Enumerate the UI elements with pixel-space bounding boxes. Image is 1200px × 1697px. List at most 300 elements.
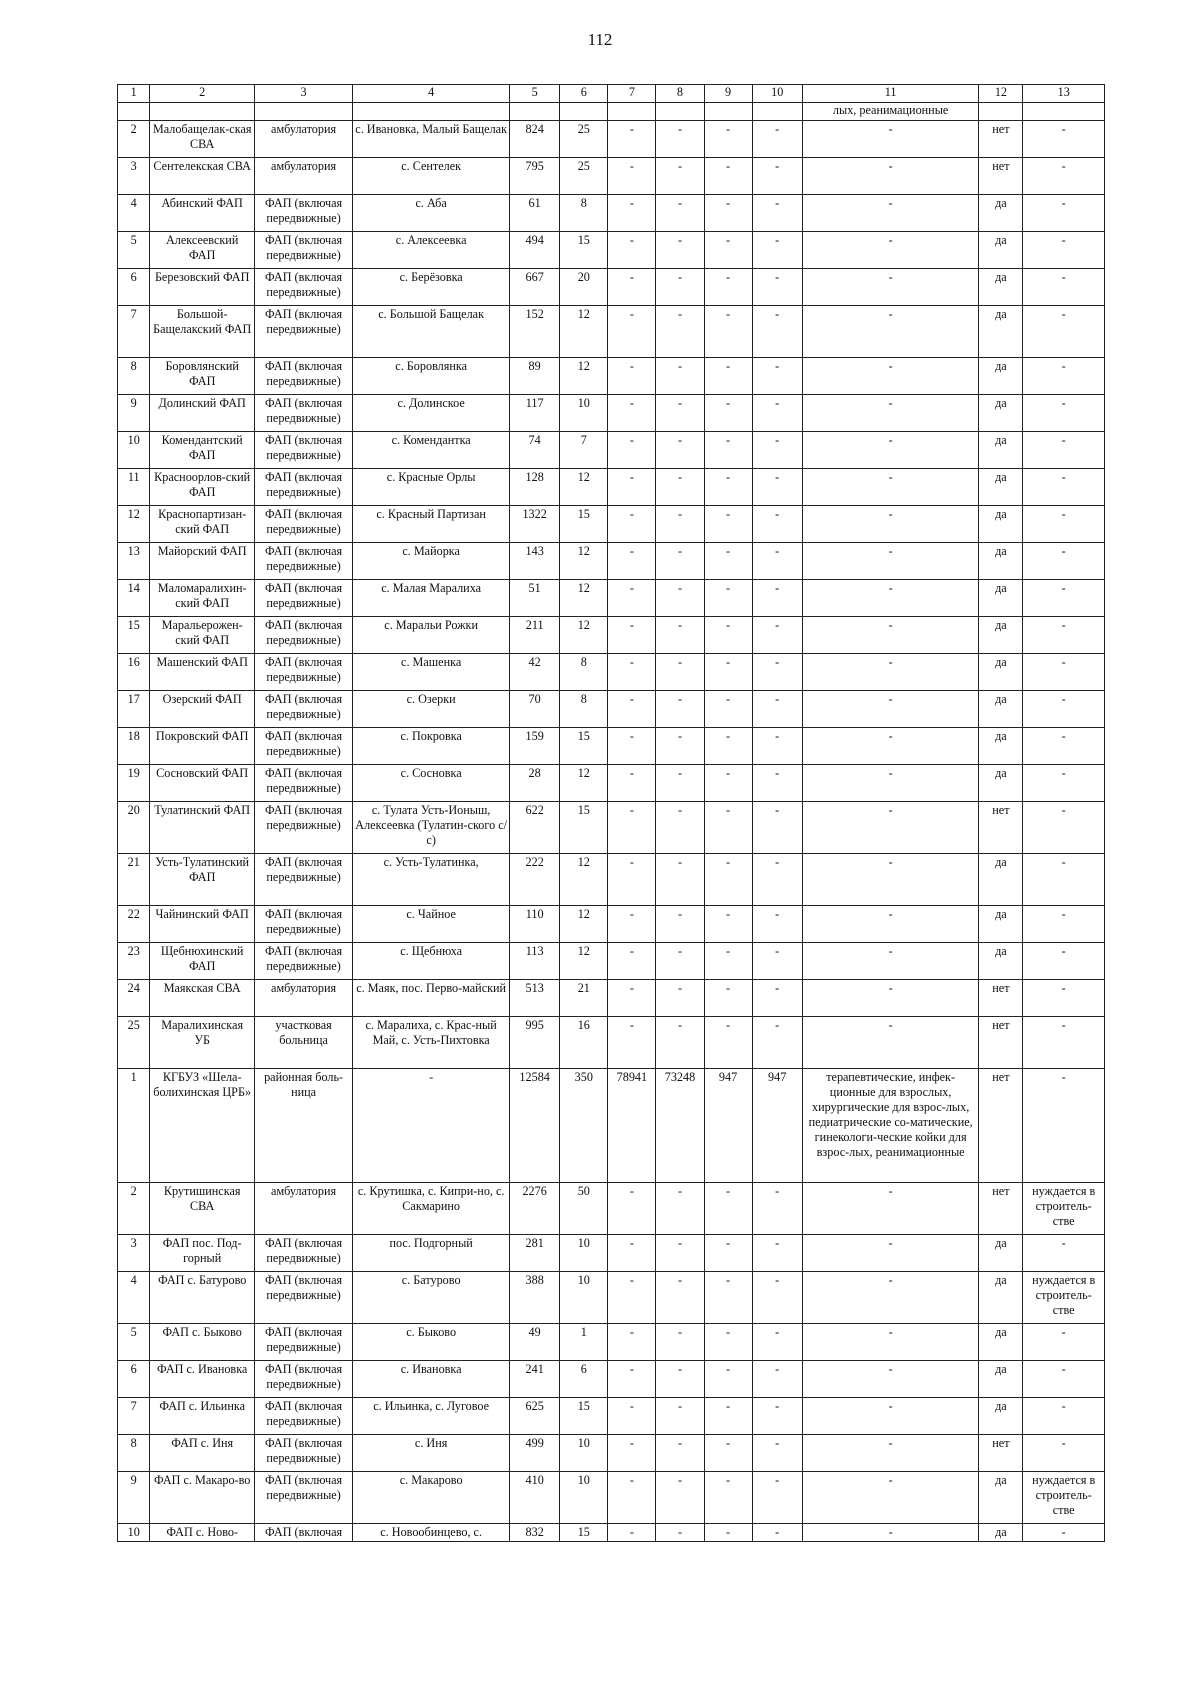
beds-cell: 12 <box>560 580 608 617</box>
population-cell: 832 <box>510 1524 560 1542</box>
col-8-cell: - <box>656 728 704 765</box>
col-7-cell: - <box>608 691 656 728</box>
col-13-cell: нуждается в строитель-стве <box>1023 1272 1105 1324</box>
col-9-cell: - <box>704 232 752 269</box>
row-number-cell: 6 <box>118 269 150 306</box>
facility-name-cell: ФАП с. Быково <box>150 1324 255 1361</box>
facility-type-cell: ФАП (включая передвижные) <box>254 469 352 506</box>
col-7-cell: - <box>608 1472 656 1524</box>
population-cell: 42 <box>510 654 560 691</box>
col-7-cell: - <box>608 728 656 765</box>
row-number-cell: 10 <box>118 432 150 469</box>
col-7-cell: - <box>608 269 656 306</box>
col-7-cell: - <box>608 158 656 195</box>
row-number-cell: 20 <box>118 802 150 854</box>
table-row <box>118 1524 1105 1542</box>
table-row <box>118 580 1105 617</box>
beds-cell: 12 <box>560 306 608 358</box>
facility-type-cell: ФАП (включая передвижные) <box>254 654 352 691</box>
facility-type-cell: ФАП (включая передвижные) <box>254 395 352 432</box>
row-number-cell: 4 <box>118 195 150 232</box>
col-9-cell: - <box>704 1398 752 1435</box>
col-9-cell: - <box>704 802 752 854</box>
table-cell <box>150 103 255 121</box>
settlements-cell: с. Малая Маралиха <box>353 580 510 617</box>
column-header: 1 <box>118 85 150 103</box>
beds-cell: 20 <box>560 269 608 306</box>
population-cell: 499 <box>510 1435 560 1472</box>
population-cell: 12584 <box>510 1069 560 1183</box>
table-row <box>118 691 1105 728</box>
col-13-cell: - <box>1023 1324 1105 1361</box>
col-8-cell: - <box>656 543 704 580</box>
col-7-cell: - <box>608 765 656 802</box>
col-7-cell: - <box>608 854 656 906</box>
bed-profiles-cell: - <box>802 765 979 802</box>
col-13-cell: - <box>1023 1069 1105 1183</box>
row-number-cell: 9 <box>118 395 150 432</box>
col-9-cell: - <box>704 469 752 506</box>
col-8-cell: - <box>656 1183 704 1235</box>
population-cell: 2276 <box>510 1183 560 1235</box>
bed-profiles-cell: - <box>802 158 979 195</box>
beds-cell: 12 <box>560 943 608 980</box>
col-8-cell: - <box>656 395 704 432</box>
beds-cell: 10 <box>560 395 608 432</box>
table-row <box>118 269 1105 306</box>
beds-cell: 15 <box>560 506 608 543</box>
facility-name-cell: Озерский ФАП <box>150 691 255 728</box>
col-7-cell: - <box>608 1361 656 1398</box>
settlements-cell: - <box>353 1069 510 1183</box>
col-12-cell: да <box>979 580 1023 617</box>
bed-profiles-cell: - <box>802 617 979 654</box>
beds-cell: 16 <box>560 1017 608 1069</box>
col-9-cell: - <box>704 980 752 1017</box>
col-10-cell: - <box>752 1324 802 1361</box>
facility-type-cell: ФАП (включая передвижные) <box>254 195 352 232</box>
col-7-cell: - <box>608 121 656 158</box>
col-9-cell: - <box>704 906 752 943</box>
col-8-cell: - <box>656 580 704 617</box>
row-number-cell: 13 <box>118 543 150 580</box>
population-cell: 622 <box>510 802 560 854</box>
row-number-cell: 18 <box>118 728 150 765</box>
col-7-cell: - <box>608 654 656 691</box>
col-13-cell: - <box>1023 306 1105 358</box>
col-12-cell: да <box>979 395 1023 432</box>
facility-name-cell: Абинский ФАП <box>150 195 255 232</box>
table-row <box>118 1361 1105 1398</box>
col-7-cell: - <box>608 506 656 543</box>
row-number-cell: 6 <box>118 1361 150 1398</box>
facility-type-cell: районная боль-ница <box>254 1069 352 1183</box>
col-10-cell: 947 <box>752 1069 802 1183</box>
col-9-cell: - <box>704 1235 752 1272</box>
beds-cell: 25 <box>560 158 608 195</box>
col-10-cell: - <box>752 1361 802 1398</box>
facility-name-cell: Чайнинский ФАП <box>150 906 255 943</box>
facility-name-cell: Боровлянский ФАП <box>150 358 255 395</box>
col-7-cell: - <box>608 1398 656 1435</box>
col-12-cell: нет <box>979 980 1023 1017</box>
table-cell: лых, реанимационные <box>802 103 979 121</box>
settlements-cell: с. Долинское <box>353 395 510 432</box>
col-7-cell: - <box>608 617 656 654</box>
beds-cell: 15 <box>560 1524 608 1542</box>
bed-profiles-cell: - <box>802 395 979 432</box>
row-number-cell: 5 <box>118 232 150 269</box>
col-12-cell: да <box>979 432 1023 469</box>
col-12-cell: да <box>979 269 1023 306</box>
column-header: 6 <box>560 85 608 103</box>
col-10-cell: - <box>752 469 802 506</box>
facility-type-cell: амбулатория <box>254 980 352 1017</box>
population-cell: 113 <box>510 943 560 980</box>
table-row <box>118 543 1105 580</box>
settlements-cell: с. Ивановка <box>353 1361 510 1398</box>
facility-name-cell: Малобащелак-ская СВА <box>150 121 255 158</box>
col-8-cell: - <box>656 802 704 854</box>
facility-type-cell: ФАП (включая передвижные) <box>254 1272 352 1324</box>
col-7-cell: - <box>608 906 656 943</box>
settlements-cell: с. Маяк, пос. Перво-майский <box>353 980 510 1017</box>
settlements-cell: с. Тулата Усть-Ионыш, Алексеевка (Тулатин-ского с/с) <box>353 802 510 854</box>
col-7-cell: - <box>608 1017 656 1069</box>
col-10-cell: - <box>752 121 802 158</box>
row-number-cell: 15 <box>118 617 150 654</box>
beds-cell: 6 <box>560 1361 608 1398</box>
col-13-cell: - <box>1023 906 1105 943</box>
facility-name-cell: Долинский ФАП <box>150 395 255 432</box>
facility-name-cell: Маломаралихин-ский ФАП <box>150 580 255 617</box>
col-13-cell: - <box>1023 1398 1105 1435</box>
col-7-cell: - <box>608 1235 656 1272</box>
settlements-cell: с. Красный Партизан <box>353 506 510 543</box>
table-row <box>118 121 1105 158</box>
row-number-cell: 17 <box>118 691 150 728</box>
table-cell <box>118 103 150 121</box>
col-12-cell: да <box>979 1524 1023 1542</box>
column-number-row <box>118 85 1105 103</box>
bed-profiles-cell: - <box>802 432 979 469</box>
table-row <box>118 980 1105 1017</box>
table-row <box>118 506 1105 543</box>
facility-name-cell: Машенский ФАП <box>150 654 255 691</box>
col-13-cell: - <box>1023 395 1105 432</box>
col-8-cell: - <box>656 1524 704 1542</box>
population-cell: 494 <box>510 232 560 269</box>
bed-profiles-cell: - <box>802 1183 979 1235</box>
col-8-cell: - <box>656 1398 704 1435</box>
column-header: 12 <box>979 85 1023 103</box>
settlements-cell: с. Чайное <box>353 906 510 943</box>
col-8-cell: - <box>656 1361 704 1398</box>
facility-type-cell: амбулатория <box>254 158 352 195</box>
facility-name-cell: Щебнюхинский ФАП <box>150 943 255 980</box>
col-13-cell: - <box>1023 506 1105 543</box>
col-12-cell: да <box>979 654 1023 691</box>
col-13-cell: - <box>1023 580 1105 617</box>
col-12-cell: да <box>979 195 1023 232</box>
population-cell: 281 <box>510 1235 560 1272</box>
beds-cell: 10 <box>560 1472 608 1524</box>
col-10-cell: - <box>752 943 802 980</box>
col-10-cell: - <box>752 1398 802 1435</box>
settlements-cell: с. Комендантка <box>353 432 510 469</box>
facility-type-cell: амбулатория <box>254 1183 352 1235</box>
beds-cell: 21 <box>560 980 608 1017</box>
col-8-cell: - <box>656 432 704 469</box>
col-9-cell: - <box>704 1324 752 1361</box>
column-header: 7 <box>608 85 656 103</box>
col-9-cell: - <box>704 1435 752 1472</box>
beds-cell: 12 <box>560 543 608 580</box>
population-cell: 625 <box>510 1398 560 1435</box>
column-header: 11 <box>802 85 979 103</box>
facility-type-cell: ФАП (включая передвижные) <box>254 432 352 469</box>
facility-type-cell: амбулатория <box>254 121 352 158</box>
col-9-cell: - <box>704 1017 752 1069</box>
col-7-cell: - <box>608 1183 656 1235</box>
col-12-cell: да <box>979 943 1023 980</box>
col-7-cell: - <box>608 306 656 358</box>
col-9-cell: - <box>704 728 752 765</box>
bed-profiles-cell: - <box>802 1472 979 1524</box>
col-8-cell: - <box>656 980 704 1017</box>
population-cell: 222 <box>510 854 560 906</box>
row-number-cell: 25 <box>118 1017 150 1069</box>
bed-profiles-cell: - <box>802 469 979 506</box>
population-cell: 211 <box>510 617 560 654</box>
bed-profiles-cell: - <box>802 506 979 543</box>
beds-cell: 350 <box>560 1069 608 1183</box>
facility-name-cell: ФАП с. Ильинка <box>150 1398 255 1435</box>
settlements-cell: с. Иня <box>353 1435 510 1472</box>
row-number-cell: 10 <box>118 1524 150 1542</box>
facility-type-cell: ФАП (включая передвижные) <box>254 1235 352 1272</box>
col-10-cell: - <box>752 580 802 617</box>
col-12-cell: да <box>979 1235 1023 1272</box>
col-13-cell: - <box>1023 232 1105 269</box>
row-number-cell: 3 <box>118 1235 150 1272</box>
col-13-cell: - <box>1023 691 1105 728</box>
col-8-cell: - <box>656 121 704 158</box>
settlements-cell: с. Новообинцево, с. <box>353 1524 510 1542</box>
facility-name-cell: КГБУЗ «Шела-болихинская ЦРБ» <box>150 1069 255 1183</box>
population-cell: 61 <box>510 195 560 232</box>
col-8-cell: - <box>656 906 704 943</box>
settlements-cell: с. Машенка <box>353 654 510 691</box>
population-cell: 143 <box>510 543 560 580</box>
bed-profiles-cell: - <box>802 728 979 765</box>
population-cell: 410 <box>510 1472 560 1524</box>
table-row <box>118 1324 1105 1361</box>
facility-type-cell: ФАП (включая передвижные) <box>254 580 352 617</box>
col-8-cell: - <box>656 654 704 691</box>
col-7-cell: - <box>608 469 656 506</box>
col-10-cell: - <box>752 232 802 269</box>
beds-cell: 25 <box>560 121 608 158</box>
col-13-cell: - <box>1023 1235 1105 1272</box>
settlements-cell: с. Маралиха, с. Крас-ный Май, с. Усть-Пихтовка <box>353 1017 510 1069</box>
bed-profiles-cell: - <box>802 1435 979 1472</box>
facility-name-cell: Покровский ФАП <box>150 728 255 765</box>
col-12-cell: нет <box>979 1069 1023 1183</box>
col-13-cell: нуждается в строитель-стве <box>1023 1183 1105 1235</box>
row-number-cell: 7 <box>118 1398 150 1435</box>
row-number-cell: 11 <box>118 469 150 506</box>
settlements-cell: с. Щебнюха <box>353 943 510 980</box>
settlements-cell: с. Батурово <box>353 1272 510 1324</box>
col-12-cell: да <box>979 854 1023 906</box>
row-number-cell: 12 <box>118 506 150 543</box>
settlements-cell: с. Ильинка, с. Луговое <box>353 1398 510 1435</box>
col-9-cell: - <box>704 654 752 691</box>
col-12-cell: да <box>979 1324 1023 1361</box>
col-13-cell: - <box>1023 158 1105 195</box>
col-8-cell: - <box>656 269 704 306</box>
bed-profiles-cell: - <box>802 269 979 306</box>
settlements-cell: с. Майорка <box>353 543 510 580</box>
facility-name-cell: Крутишинская СВА <box>150 1183 255 1235</box>
col-10-cell: - <box>752 728 802 765</box>
col-13-cell: - <box>1023 1524 1105 1542</box>
bed-profiles-cell: - <box>802 1324 979 1361</box>
col-13-cell: - <box>1023 432 1105 469</box>
col-10-cell: - <box>752 543 802 580</box>
population-cell: 159 <box>510 728 560 765</box>
col-12-cell: да <box>979 1272 1023 1324</box>
col-10-cell: - <box>752 306 802 358</box>
population-cell: 117 <box>510 395 560 432</box>
col-8-cell: - <box>656 1235 704 1272</box>
col-7-cell: - <box>608 580 656 617</box>
col-13-cell: - <box>1023 943 1105 980</box>
col-10-cell: - <box>752 980 802 1017</box>
col-7-cell: - <box>608 1435 656 1472</box>
col-10-cell: - <box>752 691 802 728</box>
population-cell: 1322 <box>510 506 560 543</box>
continuation-row <box>118 103 1105 121</box>
col-13-cell: - <box>1023 802 1105 854</box>
col-9-cell: - <box>704 617 752 654</box>
table-row <box>118 395 1105 432</box>
beds-cell: 15 <box>560 728 608 765</box>
bed-profiles-cell: - <box>802 306 979 358</box>
facility-type-cell: ФАП (включая передвижные) <box>254 269 352 306</box>
facility-type-cell: ФАП (включая передвижные) <box>254 854 352 906</box>
col-8-cell: - <box>656 691 704 728</box>
col-10-cell: - <box>752 158 802 195</box>
row-number-cell: 4 <box>118 1272 150 1324</box>
col-12-cell: нет <box>979 158 1023 195</box>
beds-cell: 15 <box>560 802 608 854</box>
facility-type-cell: ФАП (включая передвижные) <box>254 358 352 395</box>
settlements-cell: с. Маральи Рожки <box>353 617 510 654</box>
col-13-cell: - <box>1023 980 1105 1017</box>
col-9-cell: - <box>704 195 752 232</box>
column-header: 5 <box>510 85 560 103</box>
col-10-cell: - <box>752 617 802 654</box>
col-13-cell: нуждается в строитель-стве <box>1023 1472 1105 1524</box>
bed-profiles-cell: - <box>802 232 979 269</box>
bed-profiles-cell: - <box>802 906 979 943</box>
col-7-cell: - <box>608 802 656 854</box>
settlements-cell: с. Аба <box>353 195 510 232</box>
table-row <box>118 906 1105 943</box>
beds-cell: 12 <box>560 906 608 943</box>
facility-name-cell: ФАП с. Ивановка <box>150 1361 255 1398</box>
row-number-cell: 1 <box>118 1069 150 1183</box>
table-row <box>118 654 1105 691</box>
facility-name-cell: Комендантский ФАП <box>150 432 255 469</box>
settlements-cell: с. Быково <box>353 1324 510 1361</box>
population-cell: 667 <box>510 269 560 306</box>
facility-type-cell: ФАП (включая передвижные) <box>254 1361 352 1398</box>
col-13-cell: - <box>1023 195 1105 232</box>
col-7-cell: - <box>608 232 656 269</box>
col-10-cell: - <box>752 1017 802 1069</box>
bed-profiles-cell: - <box>802 543 979 580</box>
bed-profiles-cell: - <box>802 195 979 232</box>
beds-cell: 8 <box>560 654 608 691</box>
col-13-cell: - <box>1023 654 1105 691</box>
column-header: 13 <box>1023 85 1105 103</box>
col-12-cell: да <box>979 1472 1023 1524</box>
facility-name-cell: Краснопартизан-ский ФАП <box>150 506 255 543</box>
col-12-cell: да <box>979 506 1023 543</box>
col-9-cell: 947 <box>704 1069 752 1183</box>
col-8-cell: - <box>656 1272 704 1324</box>
beds-cell: 15 <box>560 232 608 269</box>
table-row <box>118 1398 1105 1435</box>
col-7-cell: - <box>608 358 656 395</box>
facility-name-cell: Сосновский ФАП <box>150 765 255 802</box>
facility-type-cell: ФАП (включая передвижные) <box>254 506 352 543</box>
col-7-cell: 78941 <box>608 1069 656 1183</box>
col-12-cell: да <box>979 306 1023 358</box>
column-header: 3 <box>254 85 352 103</box>
col-10-cell: - <box>752 765 802 802</box>
col-8-cell: - <box>656 506 704 543</box>
col-8-cell: - <box>656 943 704 980</box>
bed-profiles-cell: - <box>802 943 979 980</box>
col-12-cell: да <box>979 469 1023 506</box>
col-8-cell: - <box>656 306 704 358</box>
table-row <box>118 195 1105 232</box>
col-12-cell: нет <box>979 121 1023 158</box>
beds-cell: 10 <box>560 1435 608 1472</box>
col-10-cell: - <box>752 1183 802 1235</box>
row-number-cell: 5 <box>118 1324 150 1361</box>
col-10-cell: - <box>752 802 802 854</box>
column-header: 10 <box>752 85 802 103</box>
facility-type-cell: ФАП (включая передвижные) <box>254 765 352 802</box>
row-number-cell: 3 <box>118 158 150 195</box>
col-10-cell: - <box>752 654 802 691</box>
col-9-cell: - <box>704 580 752 617</box>
facility-type-cell: ФАП (включая передвижные) <box>254 802 352 854</box>
table-row <box>118 802 1105 854</box>
col-10-cell: - <box>752 854 802 906</box>
facility-name-cell: Маякская СВА <box>150 980 255 1017</box>
population-cell: 70 <box>510 691 560 728</box>
col-12-cell: да <box>979 1398 1023 1435</box>
col-7-cell: - <box>608 432 656 469</box>
facility-type-cell: ФАП (включая передвижные) <box>254 1472 352 1524</box>
col-10-cell: - <box>752 1524 802 1542</box>
